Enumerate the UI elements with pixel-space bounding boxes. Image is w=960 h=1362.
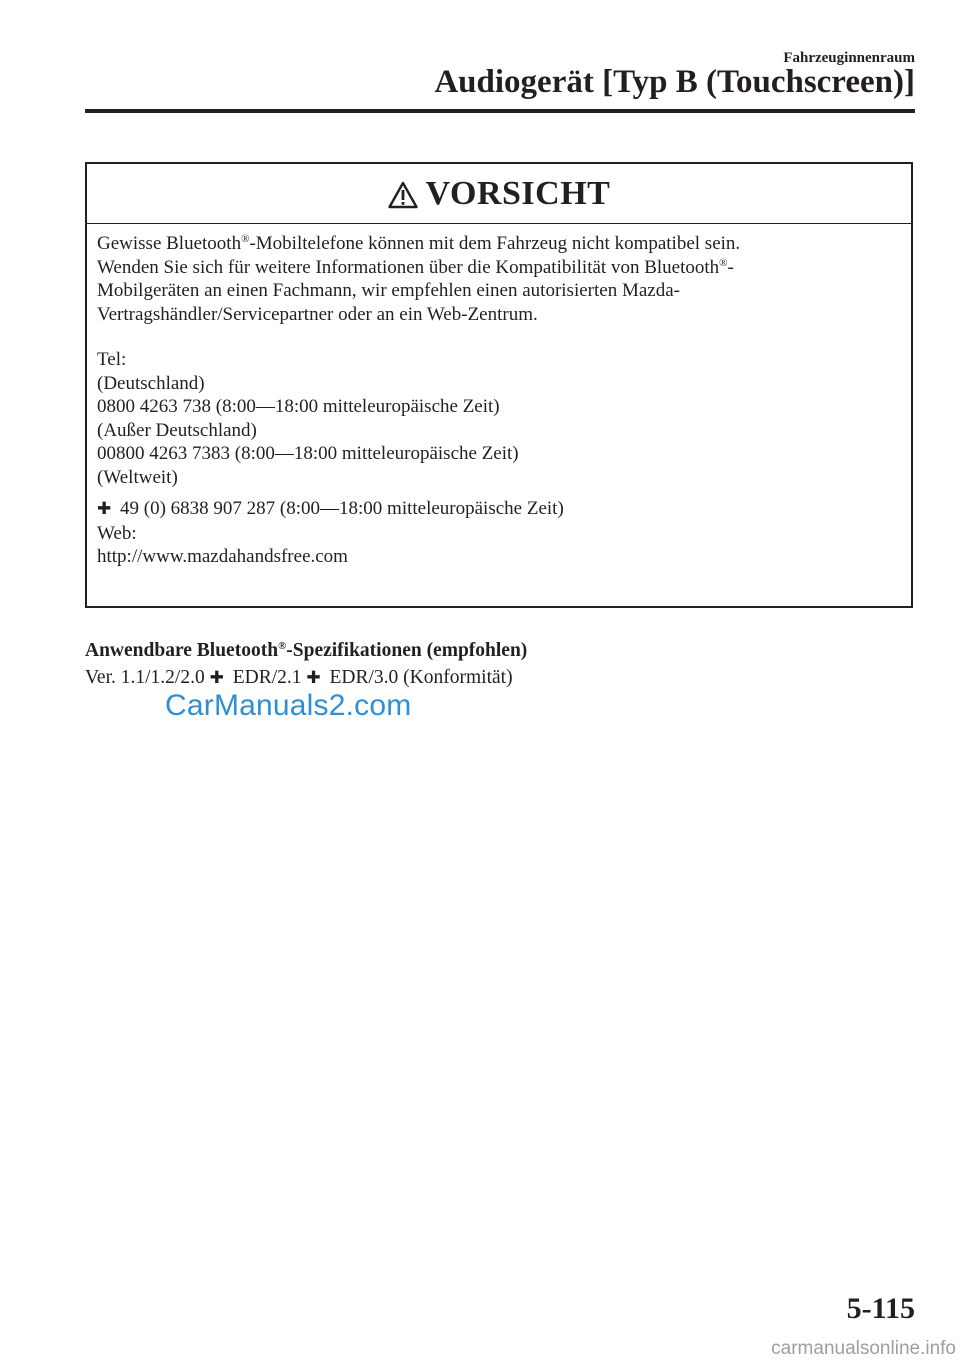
chapter-title: Audiogerät [Typ B (Touchscreen)] [434, 64, 915, 100]
section-label: Fahrzeuginnenraum [783, 50, 915, 66]
worldwide-number-line [97, 497, 901, 522]
caution-line: Vertragshändler/Servicepartner oder an ein Web-Zentrum. [97, 303, 538, 325]
caution-line [97, 256, 901, 280]
watermark-logo: CarManuals2.com [165, 689, 412, 722]
plus-icon: ✚ [306, 668, 321, 688]
header-rule [85, 109, 915, 113]
germany-label: (Deutschland) [97, 372, 205, 394]
registered-mark: ® [719, 256, 728, 269]
caution-line: Mobilgeräten an einen Fachmann, wir empfehlen einen autorisierten Mazda- [97, 280, 680, 301]
worldwide-label: (Weltweit) [97, 466, 178, 488]
tel-label: Tel: [97, 349, 127, 370]
caution-title: VORSICHT [425, 174, 611, 212]
text-span: Anwendbare Bluetooth [85, 640, 279, 661]
web-label: Web: [97, 522, 137, 544]
plus-icon: ✚ [209, 668, 224, 688]
text-span: -Mobiltelefone können mit dem Fahrzeug nicht kompatibel sein. [249, 233, 741, 254]
text-span: -Spezifikationen (empfohlen) [286, 640, 528, 661]
germany-number: 0800 4263 738 (8:00—18:00 mitteleuropäische Zeit) [97, 396, 500, 417]
caution-line [97, 232, 901, 256]
caution-body [87, 224, 911, 569]
registered-mark: ® [241, 233, 250, 245]
text-span: Gewisse Bluetooth [97, 233, 242, 254]
warning-triangle-icon [388, 181, 418, 209]
text-span: - [727, 256, 734, 278]
registered-mark: ® [278, 640, 287, 652]
web-url: http://www.mazdahandsfree.com [97, 546, 348, 567]
text-span: EDR/3.0 (Konformität) [324, 667, 513, 688]
caution-box [85, 162, 913, 608]
text-span: EDR/2.1 [227, 667, 307, 688]
text-span: Wenden Sie sich für weitere Informationen über die Kompatibilität von Bluetooth [97, 256, 720, 278]
text-span: Ver. 1.1/1.2/2.0 [85, 667, 210, 688]
spec-versions [85, 667, 513, 689]
page-number: 5-115 [846, 1292, 915, 1325]
plus-icon: ✚ [97, 499, 112, 519]
caution-header [87, 164, 911, 224]
worldwide-number: 49 (0) 6838 907 287 (8:00—18:00 mitteleuropäische Zeit) [115, 498, 564, 519]
outside-germany-number: 00800 4263 7383 (8:00—18:00 mitteleuropäische Zeit) [97, 443, 519, 464]
spec-heading [85, 640, 527, 662]
watermark-footer: carmanualsonline.info [771, 1338, 956, 1359]
outside-germany-label: (Außer Deutschland) [97, 419, 257, 441]
